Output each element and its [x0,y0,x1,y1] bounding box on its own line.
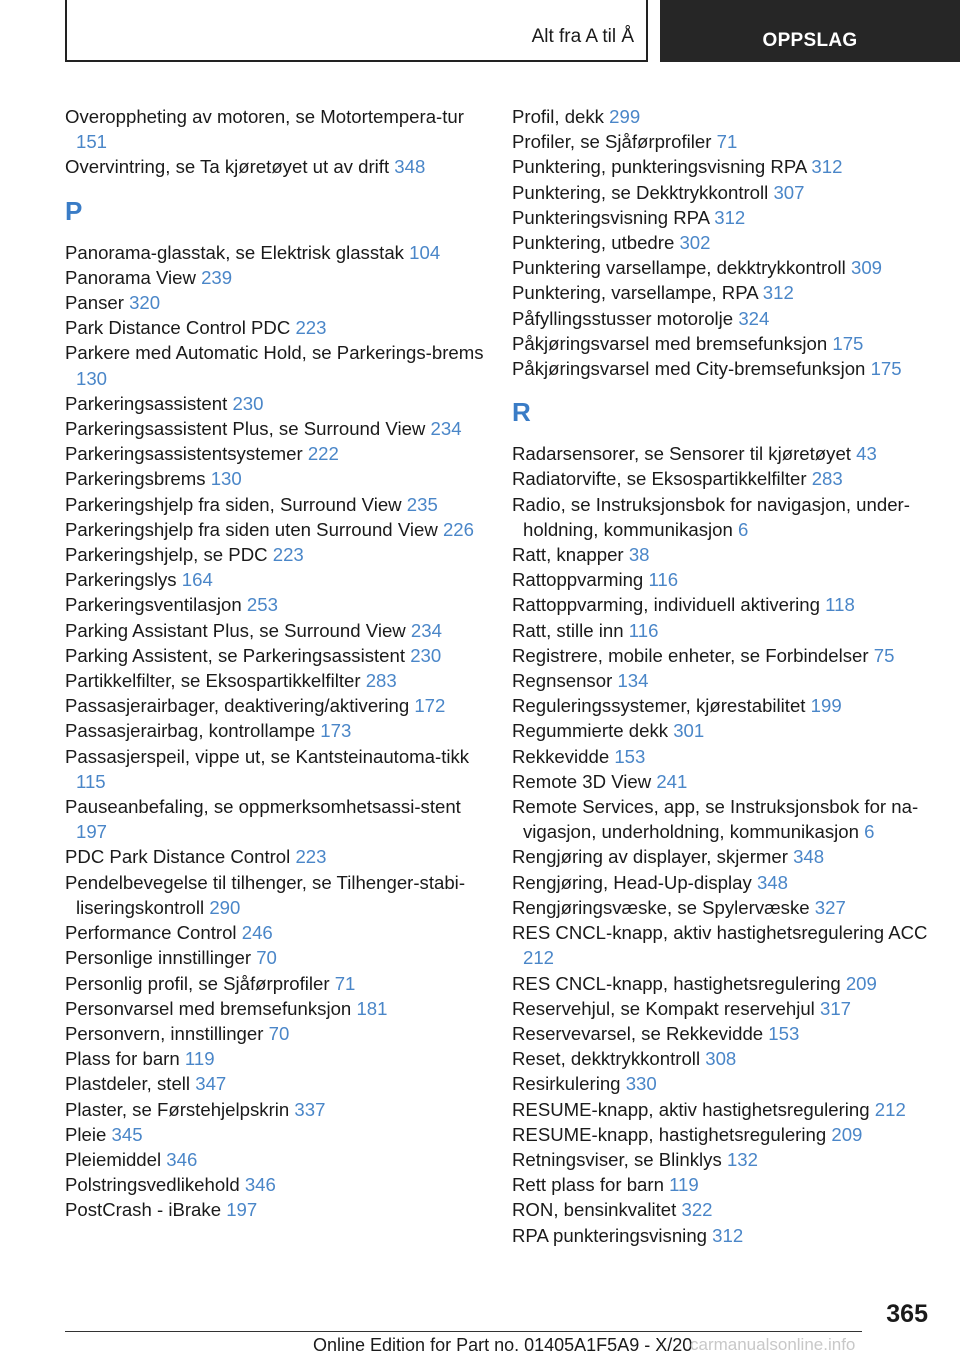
index-entry [512,794,942,844]
index-entry-text: RES CNCL-knapp, aktiv hastighetsregulering ACC [512,922,928,944]
index-entry [512,1197,942,1222]
index-entry-text: Resirkulering [512,1073,621,1095]
index-entry-text: Reguleringssystemer, kjørestabilitet [512,695,806,717]
index-entry-text: Radiatorvifte, se Eksospartikkelfilter [512,468,807,490]
index-entry-text: Profil, dekk [512,106,604,127]
index-entry [512,618,942,643]
index-entry [65,391,485,416]
index-entry [65,1147,485,1172]
index-entry [512,441,942,466]
index-entry-text: Rekkevidde [512,745,610,767]
index-entry [512,104,942,129]
index-entry [512,744,942,769]
page-link[interactable]: 132 [726,1148,758,1170]
index-entry [512,718,942,743]
page-link[interactable]: 130 [76,367,108,389]
index-entry-text: Personvern, innstillinger [65,1022,264,1044]
page-link[interactable]: 235 [406,493,438,515]
page-link[interactable]: 330 [625,1073,657,1095]
page-link[interactable]: 283 [811,468,843,490]
page-link[interactable]: 175 [832,332,864,354]
index-entry [65,1097,485,1122]
page-link[interactable]: 71 [334,972,356,994]
index-entry [65,290,485,315]
page-link[interactable]: 6 [738,518,749,540]
index-entry [512,356,942,381]
page-link[interactable]: 119 [184,1048,215,1070]
index-entry [512,895,942,920]
index-entry [65,1172,485,1197]
index-entry-text: Rengjøringsvæske, se Spylervæske [512,896,810,918]
index-entry [65,592,485,617]
page-link[interactable]: 130 [210,468,242,490]
index-entry-text: Punktering, punkteringsvisning RPA [512,156,807,178]
page-link[interactable]: 71 [716,131,738,153]
index-entry [65,265,485,290]
index-entry-text: Overoppheting av motoren, se Motortempera-tur [65,106,464,127]
page-link[interactable]: 134 [617,670,649,692]
index-entry-text: Remote Services, app, se Instruksjonsbok for na-vigasjon, underholdning, kommunikasjon [512,796,919,843]
index-entry [512,331,942,356]
index-entry-text: Parking Assistant Plus, se Surround View [65,619,406,641]
index-entry-text: Parkeringslys [65,569,177,591]
index-entry [512,129,942,154]
index-entry-text: Parkeringshjelp, se PDC [65,544,268,566]
page-link[interactable]: 181 [356,997,388,1019]
index-letter-heading: R [512,397,531,428]
page-link[interactable]: 348 [394,156,426,178]
edition-text: Online Edition for Part no. 01405A1F5A9 - X/20 [313,1335,693,1355]
index-entry [65,517,485,542]
index-entry-text: Punktering varsellampe, dekktrykkontroll [512,257,846,279]
page-link[interactable]: 302 [679,232,711,254]
index-entry [65,492,485,517]
page-link[interactable]: 308 [705,1048,737,1070]
index-entry [65,1021,485,1046]
index-entry-text: Radio, se Instruksjonsbok for navigasjon, under-holdning, kommunikasjon [512,493,910,540]
index-entry-text: Remote 3D View [512,770,652,792]
index-entry [65,945,485,970]
index-group-p [65,240,485,1223]
section-tab[interactable] [660,0,960,62]
index-entry [512,592,942,617]
index-entry [512,769,942,794]
index-entry-text: Reset, dekktrykkontroll [512,1048,701,1070]
index-entry-text: Rengjøring av displayer, skjermer [512,846,788,868]
page-link[interactable]: 153 [768,1022,800,1044]
index-entry [65,154,485,179]
page-link[interactable]: 253 [246,594,278,616]
index-entry-text: Parkeringsassistentsystemer [65,443,303,465]
index-entry-text: Regummierte dekk [512,720,669,742]
index-entry [512,870,942,895]
page-link[interactable]: 212 [523,947,555,969]
index-entry-text: Rett plass for barn [512,1174,664,1196]
index-entry-text: Pauseanbefaling, se oppmerksomhetsassi-stent [65,796,461,818]
index-entry-text: Punktering, se Dekktrykkontroll [512,181,769,203]
index-entry-text: Parkere med Automatic Hold, se Parkerings-brems [65,342,484,364]
footer-divider [65,1331,862,1332]
page-link[interactable]: 197 [226,1199,258,1221]
index-entry [512,230,942,255]
index-entry [65,441,485,466]
index-entry-text: Parkeringsassistent Plus, se Surround View [65,418,426,440]
index-entry [512,180,942,205]
page-link[interactable]: 116 [628,619,659,641]
page-link[interactable]: 38 [628,544,650,566]
index-entry [65,870,485,920]
page-link[interactable]: 199 [810,695,842,717]
page-link[interactable]: 337 [294,1098,326,1120]
index-entry-text: Personlig profil, se Sjåførprofiler [65,972,330,994]
index-entry [65,1122,485,1147]
index-entry [65,668,485,693]
index-entry-text: Ratt, stille inn [512,619,624,641]
index-entry-text: Parkeringsassistent [65,392,228,414]
page-link[interactable]: 119 [669,1174,699,1196]
index-entry-text: Polstringsvedlikehold [65,1174,240,1196]
index-entry-text: Regnsensor [512,670,613,692]
page-link[interactable]: 197 [76,821,108,843]
index-entry-text: Plass for barn [65,1048,180,1070]
page-link[interactable]: 209 [845,972,877,994]
index-entry [65,971,485,996]
page-link[interactable]: 223 [295,317,327,339]
page-link[interactable]: 239 [201,266,233,288]
index-entry-text: Personlige innstillinger [65,947,252,969]
page-link[interactable]: 230 [410,644,442,666]
index-entry-text: Påkjøringsvarsel med bremsefunksjon [512,332,828,354]
page-link[interactable]: 309 [850,257,883,279]
index-entry-text: PDC Park Distance Control [65,846,291,868]
index-entry [65,920,485,945]
index-entry [512,1223,942,1248]
page-link[interactable]: 118 [825,594,855,616]
index-entry [512,306,942,331]
page-link[interactable]: 209 [831,1123,863,1145]
index-entry-text: Parkeringsventilasjon [65,594,242,616]
index-entry [512,668,942,693]
index-column-right [512,104,942,1248]
page-link[interactable]: 116 [648,569,679,591]
index-entry [65,466,485,491]
index-entry [65,744,485,794]
page-link[interactable]: 348 [793,846,825,868]
page-link[interactable]: 70 [256,947,277,969]
index-entry-text: Plaster, se Førstehjelpskrin [65,1098,290,1120]
page-link[interactable]: 75 [873,644,895,666]
index-entry-text: Personvarsel med bremsefunksjon [65,997,352,1019]
page-number: 365 [886,1300,928,1328]
page-link[interactable]: 283 [365,670,397,692]
index-entry [512,1122,942,1147]
index-entry [65,542,485,567]
page-link[interactable]: 153 [614,745,646,767]
index-entry-text: Pleiemiddel [65,1148,162,1170]
index-entry-text: Performance Control [65,922,237,944]
index-entry-text: Parkeringshjelp fra siden, Surround View [65,493,402,515]
page-link[interactable]: 230 [232,392,264,414]
index-entry [512,996,942,1021]
index-entry [65,643,485,668]
page-link[interactable]: 312 [811,156,843,178]
index-entry [512,920,942,970]
index-entry-text: Parking Assistent, se Parkeringsassistent [65,644,406,666]
watermark: carmanualsonline.info [690,1335,856,1354]
index-entry-text: PostCrash - iBrake [65,1199,222,1221]
index-entry-text: Rattoppvarming, individuell aktivering [512,594,820,616]
index-entry-text: Retningsviser, se Blinklys [512,1148,722,1170]
index-entry [512,492,942,542]
page-link[interactable]: 246 [241,922,273,944]
index-entry [512,643,942,668]
index-entry-text: Rengjøring, Head-Up-display [512,871,752,893]
page-link[interactable]: 327 [814,896,846,918]
index-entry-text: Påkjøringsvarsel med City-bremsefunksjon [512,358,866,380]
index-entry [65,794,485,844]
page-link[interactable]: 312 [712,1224,744,1246]
index-entry [512,693,942,718]
index-entry-text: Plastdeler, stell [65,1073,191,1095]
page-link[interactable]: 115 [76,770,106,792]
index-entry [512,255,942,280]
index-entry-text: RON, bensinkvalitet [512,1199,677,1221]
index-entry-text: Passasjerairbager, deaktivering/aktivering [65,695,410,717]
index-entry-text: Passasjerairbag, kontrollampe [65,720,316,742]
page-link[interactable]: 312 [762,282,794,304]
index-entry-text: Parkeringsbrems [65,468,206,490]
index-entry-text: Profiler, se Sjåførprofiler [512,131,712,153]
page-link[interactable]: 234 [410,619,442,641]
index-entry-text: Punktering, utbedre [512,232,675,254]
index-entry-text: Park Distance Control PDC [65,317,291,339]
index-entry-text: Partikkelfilter, se Eksospartikkelfilter [65,670,361,692]
header-frame [65,0,648,62]
index-entry [65,1046,485,1071]
page-link[interactable]: 43 [856,443,877,465]
page-link[interactable]: 151 [76,131,108,153]
index-column-left [65,104,485,1223]
index-entry [65,1197,485,1222]
page-link[interactable]: 172 [414,695,446,717]
page-link[interactable]: 70 [268,1022,290,1044]
index-entry [512,280,942,305]
index-entry [65,104,485,154]
index-entry-text: Panorama View [65,266,196,288]
page-link[interactable]: 212 [874,1098,906,1120]
index-entry-text: Reservevarsel, se Rekkevidde [512,1022,764,1044]
index-entry-text: Reservehjul, se Kompakt reservehjul [512,997,815,1019]
page-link[interactable]: 346 [244,1174,276,1196]
index-entry [65,340,485,390]
index-entry-text: Overvintring, se Ta kjøretøyet ut av drift [65,156,390,178]
index-entry-text: RESUME-knapp, hastighetsregulering [512,1123,827,1145]
index-entry-text: Punkteringsvisning RPA [512,206,710,228]
index-entry [65,567,485,592]
index-entry [512,542,942,567]
page-link[interactable]: 223 [272,544,304,566]
index-entry-text: Pendelbevegelse til tilhenger, se Tilhenger-stabi-liseringskontroll [65,871,466,918]
page-link[interactable]: 290 [209,896,241,918]
index-entry [65,618,485,643]
page-link[interactable]: 175 [870,358,902,380]
page-link[interactable]: 345 [111,1123,143,1145]
index-entry-text: Påfyllingsstusser motorolje [512,307,734,329]
page-link[interactable]: 104 [409,241,441,263]
page-link[interactable]: 348 [756,871,788,893]
index-entry [65,996,485,1021]
index-entry-text: Panser [65,292,124,314]
index-entry [65,240,485,265]
index-entry [512,1097,942,1122]
index-entry [512,205,942,230]
index-entry [512,844,942,869]
index-entry-text: RESUME-knapp, aktiv hastighetsregulering [512,1098,870,1120]
page-link[interactable]: 222 [307,443,339,465]
index-entry [512,1021,942,1046]
index-entry-text: RES CNCL-knapp, hastighetsregulering [512,972,841,994]
index-entry-text: Registrere, mobile enheter, se Forbindelser [512,644,869,666]
page-link[interactable]: 322 [681,1199,713,1221]
index-entry [65,844,485,869]
index-entry-text: Pleie [65,1123,107,1145]
page-link[interactable]: 320 [129,292,161,314]
page-link[interactable]: 301 [673,720,705,742]
page-link[interactable]: 307 [773,181,805,203]
page-link[interactable]: 164 [181,569,213,591]
index-entry [512,1172,942,1197]
page-link[interactable]: 223 [295,846,327,868]
index-entry [512,1046,942,1071]
index-entry [65,416,485,441]
index-entry [512,1071,942,1096]
index-entry-text: Radarsensorer, se Sensorer til kjøretøyet [512,443,851,465]
index-entry [512,466,942,491]
section-tab-label: OPPSLAG [762,30,858,51]
page-link[interactable]: 241 [656,770,688,792]
index-entry-text: Rattoppvarming [512,569,644,591]
index-entry [65,693,485,718]
page-link[interactable]: 312 [714,206,746,228]
page-link[interactable]: 346 [166,1148,198,1170]
index-letter-heading: P [65,195,83,226]
index-entry [65,315,485,340]
index-entry [512,971,942,996]
page-link[interactable]: 173 [320,720,352,742]
index-entry [65,718,485,743]
index-group-continued [65,104,485,180]
index-entry-text: Panorama-glasstak, se Elektrisk glasstak [65,241,404,263]
index-entry [65,1071,485,1096]
page-link[interactable]: 6 [864,821,875,843]
index-entry [512,567,942,592]
page-link[interactable]: 234 [430,418,462,440]
index-group-continued [512,104,942,381]
index-entry-text: Ratt, knapper [512,544,624,566]
page-link[interactable]: 299 [609,106,641,127]
index-entry-text: Passasjerspeil, vippe ut, se Kantsteinautoma-tikk [65,745,470,767]
page-link[interactable]: 324 [738,307,770,329]
section-title: Alt fra A til Å [531,26,634,47]
index-entry-text: RPA punkteringsvisning [512,1224,707,1246]
index-entry [512,154,942,179]
index-entry [512,1147,942,1172]
index-entry-text: Punktering, varsellampe, RPA [512,282,758,304]
page-link[interactable]: 347 [195,1073,227,1095]
page-link[interactable]: 317 [819,997,852,1019]
index-group-r [512,441,942,1248]
page-link[interactable]: 226 [442,518,474,540]
index-entry-text: Parkeringshjelp fra siden uten Surround View [65,518,438,540]
